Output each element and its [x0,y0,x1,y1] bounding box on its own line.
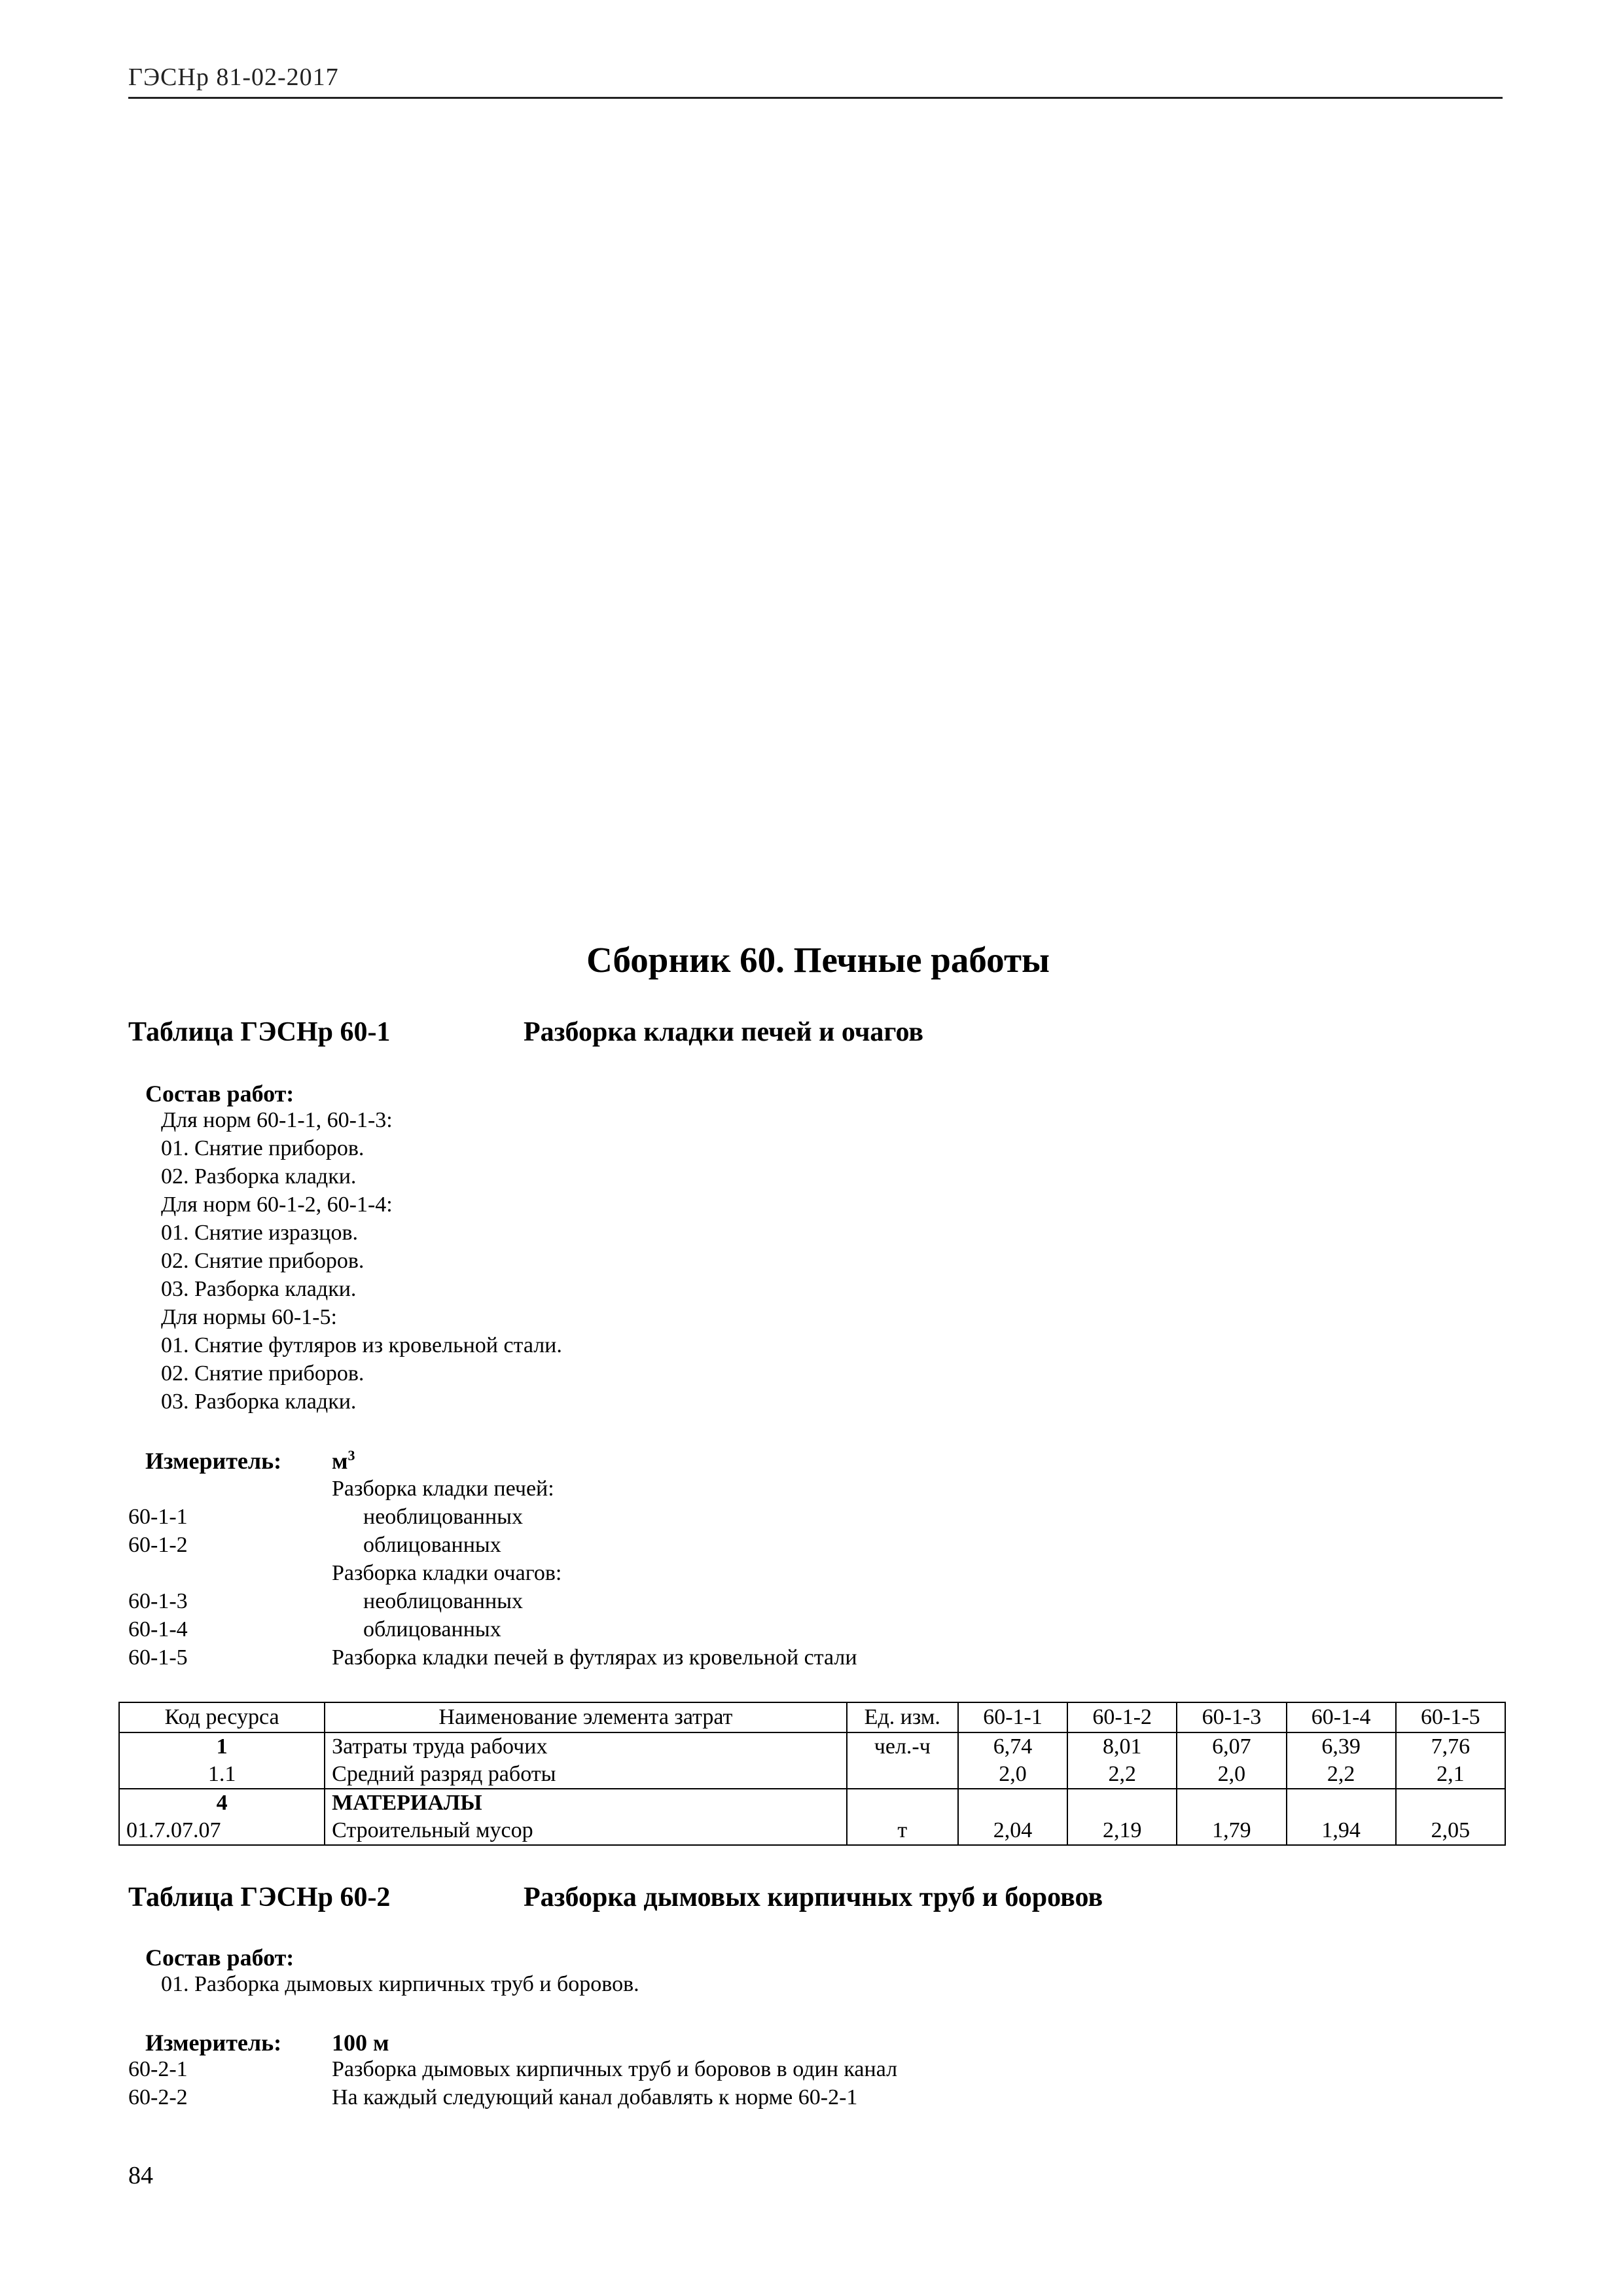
resource-name: МАТЕРИАЛЫ [325,1789,847,1817]
resource-unit: т [847,1817,958,1845]
table-cell [1396,1789,1505,1817]
document-header: ГЭСНр 81-02-2017 [128,63,339,91]
resource-unit: чел.-ч [847,1732,958,1761]
table-row [119,1761,1505,1789]
composition-line: Для норм 60-1-1, 60-1-3: [161,1108,393,1132]
resource-code: 1 [119,1732,325,1761]
norm-text: облицованных [363,1533,501,1557]
composition-line: 02. Снятие приборов. [161,1249,365,1273]
table-header-row [119,1702,1505,1732]
column-header: Ед. изм. [847,1702,958,1732]
table-cell: 6,74 [958,1732,1067,1761]
table-cell: 8,01 [1067,1732,1177,1761]
column-header: Наименование элемента затрат [325,1702,847,1732]
table2-meter-value: 100 м [332,2030,389,2056]
resource-table [118,1702,1506,1846]
table-cell: 6,07 [1177,1732,1286,1761]
table1-label: Таблица ГЭСНр 60-1 [128,1017,391,1047]
column-header: 60-1-3 [1177,1702,1286,1732]
table2-label: Таблица ГЭСНр 60-2 [128,1882,391,1912]
table2-name: Разборка дымовых кирпичных труб и боровов [524,1882,1103,1912]
resource-code: 1.1 [119,1761,325,1789]
table-cell: 1,79 [1177,1817,1286,1845]
table-cell [958,1789,1067,1817]
page-number: 84 [128,2162,153,2189]
meter-superscript: 3 [348,1447,355,1463]
table-cell: 2,05 [1396,1817,1505,1845]
norm-code: 60-1-5 [128,1645,188,1670]
resource-unit [847,1789,958,1817]
norm-text: необлицованных [363,1589,524,1613]
table-row [119,1732,1505,1761]
norm-text: необлицованных [363,1505,524,1529]
table-cell: 2,2 [1287,1761,1396,1789]
composition-line: 03. Разборка кладки. [161,1390,357,1414]
table-cell: 6,39 [1287,1732,1396,1761]
table-cell [1067,1789,1177,1817]
table-cell: 2,04 [958,1817,1067,1845]
composition-line: 02. Снятие приборов. [161,1361,365,1386]
table-cell: 2,0 [958,1761,1067,1789]
norm-code: 60-1-3 [128,1589,188,1613]
composition-line: 01. Снятие приборов. [161,1136,365,1160]
norm-code: 60-1-4 [128,1617,188,1641]
resource-name: Затраты труда рабочих [325,1732,847,1761]
resource-unit [847,1761,958,1789]
table-cell: 7,76 [1396,1732,1505,1761]
table1-composition-label: Состав работ: [145,1081,294,1107]
table-row [119,1789,1505,1817]
composition-line: 01. Снятие изразцов. [161,1221,359,1245]
norm-code: 60-1-1 [128,1505,188,1529]
column-header: 60-1-1 [958,1702,1067,1732]
composition-line: Для норм 60-1-2, 60-1-4: [161,1193,393,1217]
norm-code: 60-2-2 [128,2085,188,2109]
table-cell: 1,94 [1287,1817,1396,1845]
column-header: Код ресурса [119,1702,325,1732]
header-divider [128,97,1503,99]
resource-code: 01.7.07.07 [119,1817,325,1845]
norm-text: Разборка кладки печей в футлярах из кровельной стали [332,1645,857,1670]
table-cell [1287,1789,1396,1817]
resource-name: Строительный мусор [325,1817,847,1845]
norm-text: облицованных [363,1617,501,1641]
norm-code: 60-1-2 [128,1533,188,1557]
column-header: 60-1-4 [1287,1702,1396,1732]
norm-text: На каждый следующий канал добавлять к норме 60-2-1 [332,2085,858,2109]
table-cell: 2,2 [1067,1761,1177,1789]
table-row [119,1817,1505,1845]
table1-meter-label: Измеритель: [145,1448,282,1474]
table-cell [1177,1789,1286,1817]
resource-name: Средний разряд работы [325,1761,847,1789]
norm-text: Разборка дымовых кирпичных труб и боровов в один канал [332,2057,898,2081]
composition-line: 01. Разборка дымовых кирпичных труб и боровов. [161,1972,639,1996]
resource-code: 4 [119,1789,325,1817]
norm-group-heading: Разборка кладки очагов: [332,1561,562,1585]
composition-line: 01. Снятие футляров из кровельной стали. [161,1333,562,1357]
column-header: 60-1-5 [1396,1702,1505,1732]
norm-code: 60-2-1 [128,2057,188,2081]
table1-meter-value: $м^3$ [332,1447,355,1474]
composition-line: 02. Разборка кладки. [161,1164,357,1189]
table-cell: 2,0 [1177,1761,1286,1789]
column-header: 60-1-2 [1067,1702,1177,1732]
composition-line: 03. Разборка кладки. [161,1277,357,1301]
table-cell: 2,19 [1067,1817,1177,1845]
composition-line: Для нормы 60-1-5: [161,1305,337,1329]
table-cell: 2,1 [1396,1761,1505,1789]
collection-title: Сборник 60. Печные работы [586,940,1050,980]
table2-meter-label: Измеритель: [145,2030,282,2056]
table2-composition-label: Состав работ: [145,1945,294,1971]
table1-name: Разборка кладки печей и очагов [524,1017,924,1047]
norm-group-heading: Разборка кладки печей: [332,1477,554,1501]
